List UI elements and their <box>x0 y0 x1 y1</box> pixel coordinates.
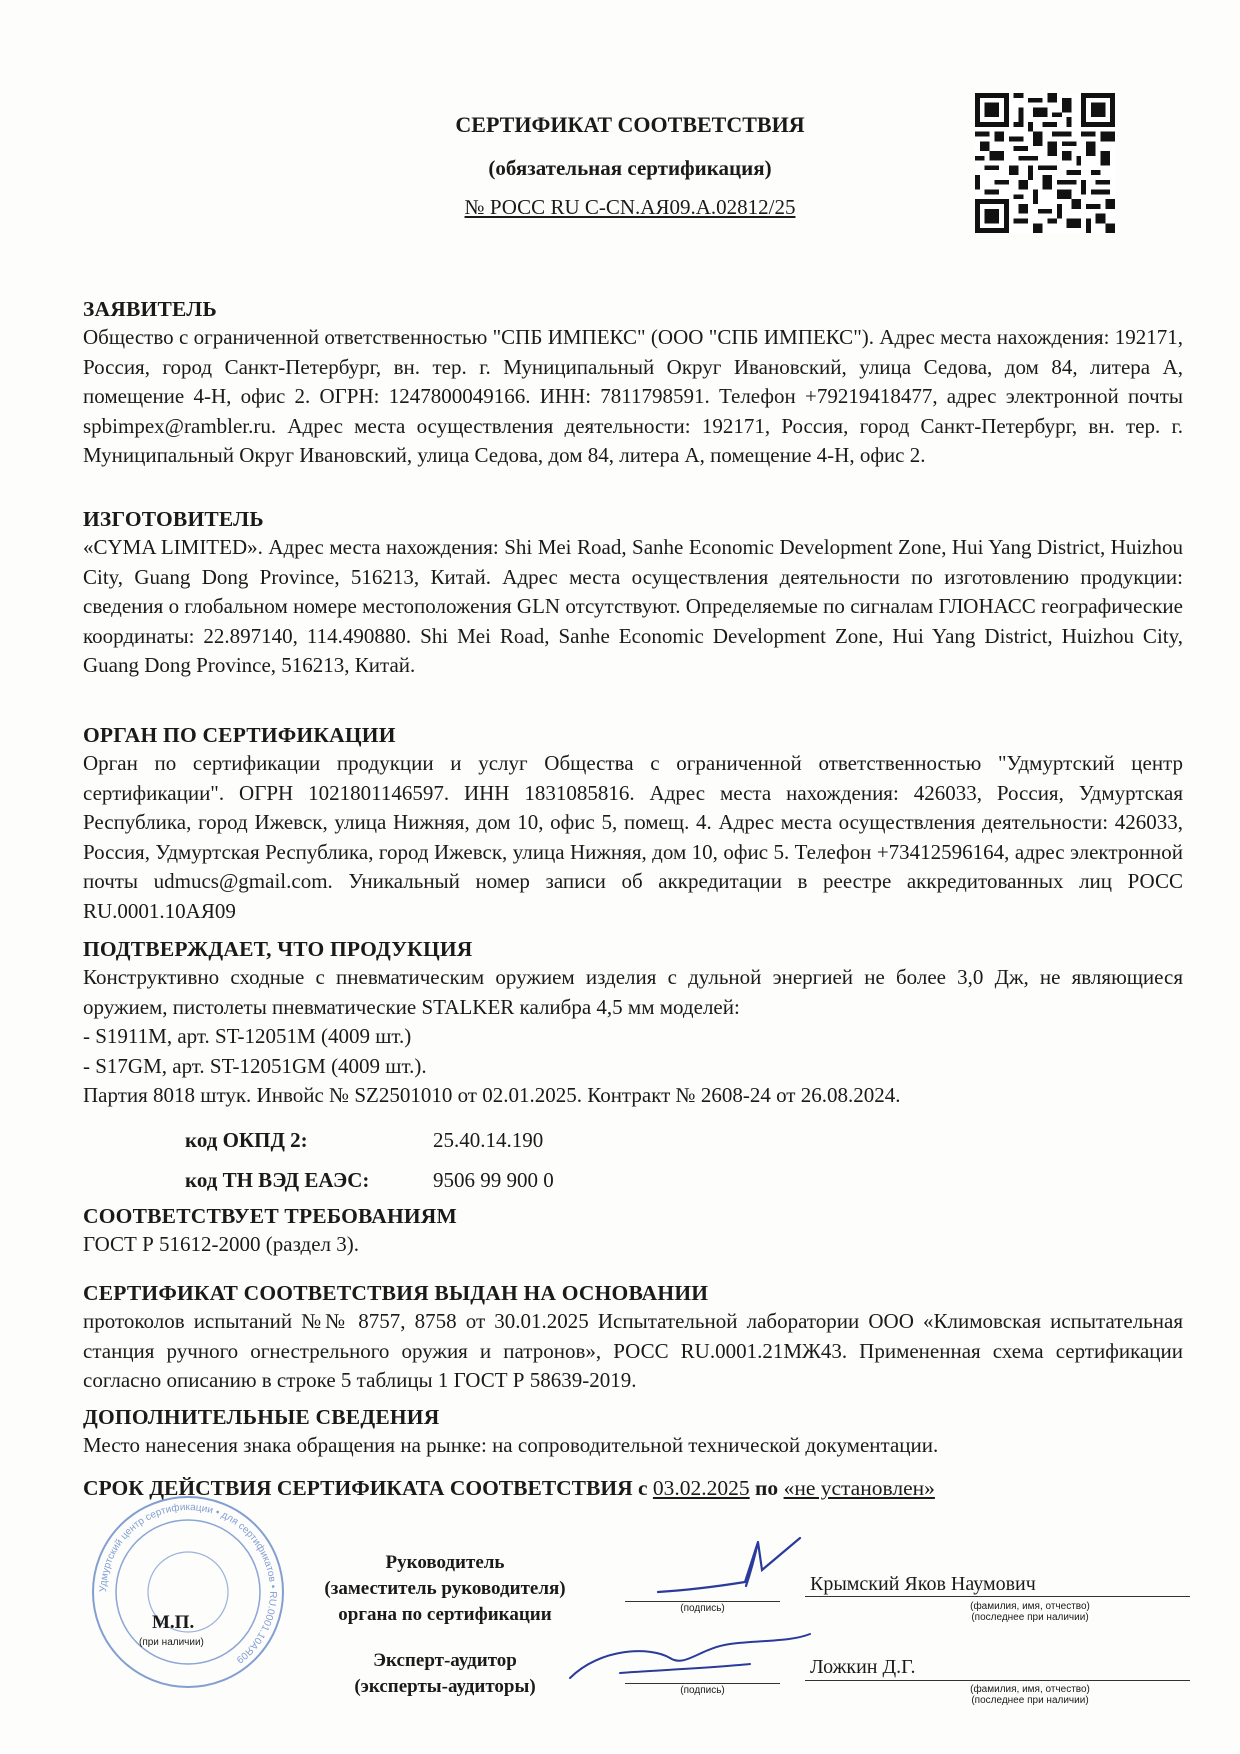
okpd-value: 25.40.14.190 <box>433 1128 544 1152</box>
expert-name: Ложкин Д.Г. <box>810 1656 916 1678</box>
cert-body-section <box>83 722 1183 926</box>
applicant-heading: ЗАЯВИТЕЛЬ <box>83 297 217 321</box>
basis-heading: СЕРТИФИКАТ СООТВЕТСТВИЯ ВЫДАН НА ОСНОВАНИИ <box>83 1281 709 1305</box>
mp-sub-label: (при наличии) <box>139 1637 204 1648</box>
signature-caption: (подпись) <box>680 1685 725 1696</box>
seal-stamp-icon <box>88 1492 288 1692</box>
fio-caption <box>905 1684 1155 1706</box>
fio-caption-1: (фамилия, имя, отчество) <box>970 1601 1090 1612</box>
okpd-code-row <box>185 1128 543 1153</box>
okpd-label: код ОКПД 2: <box>185 1128 308 1152</box>
basis-text: протоколов испытаний №№ 8757, 8758 от 30.01.2025 Испытательной лаборатории ООО «Климовская испытательная станция ручного огнестрельного оружия и патронов», РОСС RU.0001.21МЖ43. Примененная схема сертификации согласно описанию в строке 5 таблицы 1 ГОСТ Р 58639-2019. <box>83 1309 1183 1392</box>
applicant-section <box>83 296 1183 471</box>
fio-caption-1: (фамилия, имя, отчество) <box>970 1684 1090 1695</box>
requirements-section <box>83 1203 1183 1260</box>
tnved-label: код ТН ВЭД ЕАЭС: <box>185 1168 370 1192</box>
requirements-text: ГОСТ Р 51612-2000 (раздел 3). <box>83 1232 360 1256</box>
validity-middle: по <box>755 1476 779 1500</box>
basis-section <box>83 1280 1183 1396</box>
product-section <box>83 936 1183 1111</box>
certificate-subtitle: (обязательная сертификация) <box>488 156 772 180</box>
product-model-2: - S17GM, арт. ST-12051GM (4009 шт.). <box>83 1053 427 1078</box>
cert-body-text: Орган по сертификации продукции и услуг Общества с ограниченной ответственностью "Удмуртский центр сертификации". ОГРН 1021801146597. ИНН 1831085816. Адрес места нахождения: 426033, Россия, Удмуртская Республика, город Ижевск, улица Нижняя, дом 10, офис 5, помещ. 4. Адрес места осуществления деятельности: 426033, Россия, Удмуртская Республика, город Ижевск, улица Нижняя, дом 10, офис 5. Телефон +73412596164, адрес электронной почты udmucs@gmail.com. Уникальный номер записи об аккредитации в реестре аккредитованных лиц РОСС RU.0001.10АЯ09 <box>83 751 1183 923</box>
product-heading: ПОДТВЕРЖДАЕТ, ЧТО ПРОДУКЦИЯ <box>83 937 473 961</box>
signature-line <box>625 1601 780 1602</box>
requirements-heading: СООТВЕТСТВУЕТ ТРЕБОВАНИЯМ <box>83 1204 458 1228</box>
head-signature-icon <box>650 1530 820 1610</box>
manufacturer-heading: ИЗГОТОВИТЕЛЬ <box>83 507 264 531</box>
signature-line <box>625 1683 780 1684</box>
tnved-code-row <box>185 1168 554 1193</box>
extra-section <box>83 1404 1183 1461</box>
validity-from: 03.02.2025 <box>652 1476 750 1500</box>
validity-prefix: СРОК ДЕЙСТВИЯ СЕРТИФИКАТА СООТВЕТСТВИЯ с <box>83 1476 648 1500</box>
fio-caption-2: (последнее при наличии) <box>971 1695 1089 1706</box>
fio-caption-2: (последнее при наличии) <box>971 1612 1089 1623</box>
product-model-1: - S1911M, арт. ST-12051M (4009 шт.) <box>83 1024 412 1048</box>
validity-to: «не установлен» <box>783 1476 935 1500</box>
signature-caption: (подпись) <box>680 1603 725 1614</box>
head-name: Крымский Яков Наумович <box>810 1573 1036 1595</box>
fio-caption <box>905 1601 1155 1623</box>
stamp-text: Удмуртский центр сертификации • для сертификатов • RU.0001.10АЯ09 <box>97 1501 279 1666</box>
name-line <box>805 1596 1190 1597</box>
head-role-1: Руководитель <box>385 1552 505 1573</box>
head-role-block <box>305 1550 585 1628</box>
manufacturer-text: «CYMA LIMITED». Адрес места нахождения: Shi Mei Road, Sanhe Economic Development Zone, Hui Yang District, Huizhou City, Guang Dong Province, 516213, Китай. Адрес места осуществления деятельности по изготовлению продукции: сведения о глобальном номере местоположения GLN отсутствуют. Определяемые по сигналам ГЛОНАСС географические координаты: 22.897140, 114.490880. Shi Mei Road, Sanhe Economic Development Zone, Hui Yang District, Huizhou City, Guang Dong Province, 516213, Китай. <box>83 535 1183 677</box>
applicant-text: Общество с ограниченной ответственностью "СПБ ИМПЕКС" (ООО "СПБ ИМПЕКС"). Адрес места нахождения: 192171, Россия, город Санкт-Петербург, вн. тер. г. Муниципальный Округ Ивановский, улица Седова, дом 84, литера А, помещение 4-Н, офис 2. ОГРН: 1247800049166. ИНН: 7811798591. Телефон +79219418477, адрес электронной почты spbimpex@rambler.ru. Адрес места осуществления деятельности: 192171, Россия, город Санкт-Петербург, вн. тер. г. Муниципальный Округ Ивановский, улица Седова, дом 84, литера А, помещение 4-Н, офис 2. <box>83 325 1183 467</box>
certificate-number: № РОСС RU С-CN.АЯ09.А.02812/25 <box>464 195 796 219</box>
mp-label: М.П. <box>152 1612 195 1633</box>
product-batch: Партия 8018 штук. Инвойс № SZ2501010 от 02.01.2025. Контракт № 2608-24 от 26.08.2024. <box>83 1083 901 1107</box>
head-role-3: органа по сертификации <box>338 1604 552 1625</box>
extra-heading: ДОПОЛНИТЕЛЬНЫЕ СВЕДЕНИЯ <box>83 1405 440 1429</box>
qr-code-icon <box>975 93 1115 233</box>
expert-role-block <box>305 1648 585 1700</box>
head-role-2: (заместитель руководителя) <box>324 1578 566 1599</box>
name-line <box>805 1680 1190 1681</box>
cert-body-heading: ОРГАН ПО СЕРТИФИКАЦИИ <box>83 723 396 747</box>
manufacturer-section <box>83 506 1183 681</box>
certificate-title: СЕРТИФИКАТ СООТВЕТСТВИЯ <box>455 112 805 137</box>
tnved-value: 9506 99 900 0 <box>433 1168 554 1192</box>
expert-role-2: (эксперты-аудиторы) <box>354 1676 536 1697</box>
extra-text: Место нанесения знака обращения на рынке: на сопроводительной технической документации. <box>83 1433 939 1457</box>
expert-role-1: Эксперт-аудитор <box>373 1650 517 1671</box>
product-text: Конструктивно сходные с пневматическим оружием изделия с дульной энергией не более 3,0 Дж, не являющиеся оружием, пистолеты пневматические STALKER калибра 4,5 мм моделей: <box>83 965 1183 1019</box>
